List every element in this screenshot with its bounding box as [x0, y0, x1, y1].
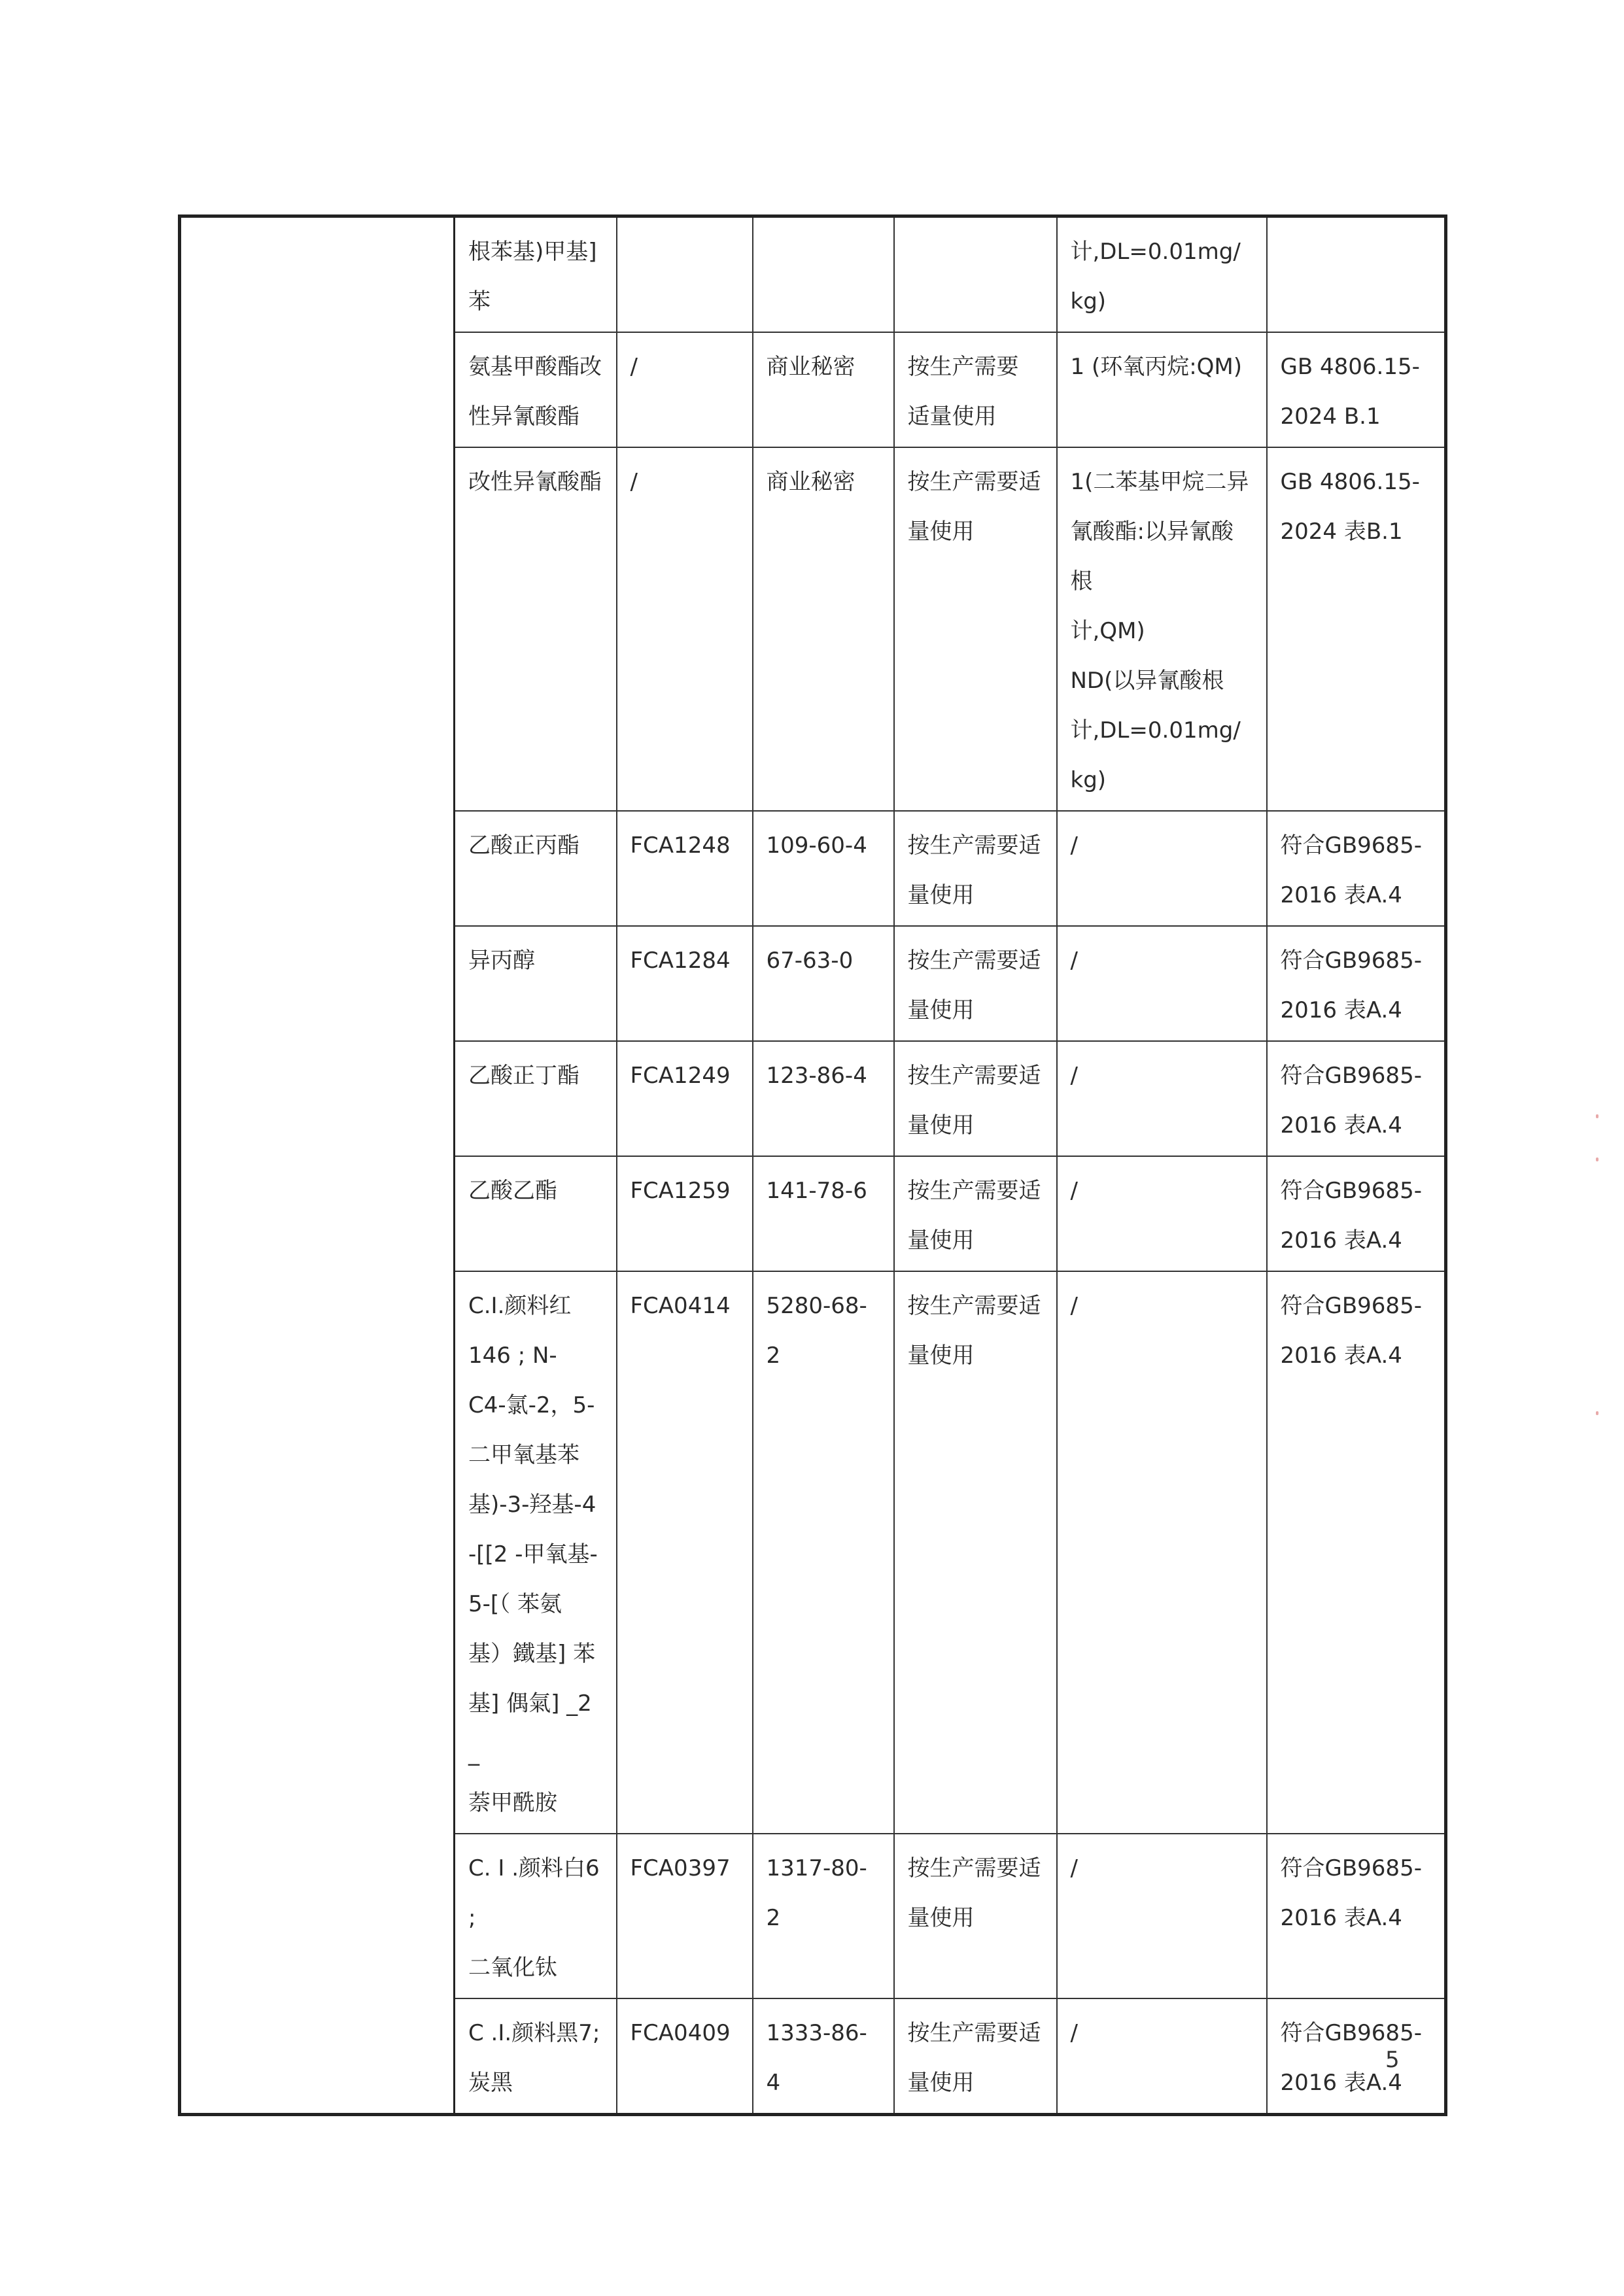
category-cell [180, 216, 455, 2115]
cell-limit: / [1057, 1834, 1267, 1998]
cell-cas: 141-78-6 [753, 1156, 894, 1271]
additive-compliance-table [178, 214, 1447, 2116]
cell-standard: GB 4806.15- 2024 表B.1 [1267, 447, 1446, 811]
cell-limit: / [1057, 811, 1267, 926]
cell-limit: 1 (环氧丙烷:QM) [1057, 332, 1267, 447]
cell-usage: 按生产需要适 量使用 [894, 1834, 1057, 1998]
page-number: 5 [1385, 2047, 1400, 2073]
cell-limit: 计,DL=0.01mg/kg) [1057, 216, 1267, 333]
cell-usage: 按生产需要适 量使用 [894, 1271, 1057, 1834]
cell-code: FCA1248 [617, 811, 753, 926]
cell-cas: 109-60-4 [753, 811, 894, 926]
cell-code: / [617, 447, 753, 811]
cell-cas [753, 216, 894, 333]
cell-limit: / [1057, 926, 1267, 1041]
scan-speck [1596, 1114, 1598, 1118]
cell-usage: 按生产需要适 量使用 [894, 926, 1057, 1041]
cell-standard: 符合GB9685- 2016 表A.4 [1267, 926, 1446, 1041]
cell-usage: 按生产需要适 量使用 [894, 1041, 1057, 1156]
cell-usage [894, 216, 1057, 333]
cell-code: FCA1284 [617, 926, 753, 1041]
cell-limit: / [1057, 1156, 1267, 1271]
cell-limit: 1(二苯基甲烷二异 氰酸酯:以异氰酸根 计,QM) ND(以异氰酸根 计,DL=0.01mg/kg) [1057, 447, 1267, 811]
cell-name: 改性异氰酸酯 [455, 447, 617, 811]
cell-code: FCA0409 [617, 1998, 753, 2115]
cell-name: C. I .颜料白6 ; 二氧化钛 [455, 1834, 617, 1998]
cell-usage: 按生产需要适 量使用 [894, 1998, 1057, 2115]
cell-name: 氨基甲酸酯改 性异氰酸酯 [455, 332, 617, 447]
cell-code [617, 216, 753, 333]
cell-standard [1267, 216, 1446, 333]
cell-name: 根苯基)甲基] 苯 [455, 216, 617, 333]
scan-speck [1596, 1411, 1598, 1415]
cell-code: FCA1259 [617, 1156, 753, 1271]
cell-standard: GB 4806.15- 2024 B.1 [1267, 332, 1446, 447]
cell-usage: 按生产需要 适量使用 [894, 332, 1057, 447]
cell-limit: / [1057, 1998, 1267, 2115]
cell-cas: 123-86-4 [753, 1041, 894, 1156]
cell-code: FCA0414 [617, 1271, 753, 1834]
cell-limit: / [1057, 1271, 1267, 1834]
scan-speck [1596, 1157, 1598, 1161]
cell-limit: / [1057, 1041, 1267, 1156]
cell-name: 乙酸乙酯 [455, 1156, 617, 1271]
cell-usage: 按生产需要适 量使用 [894, 811, 1057, 926]
cell-name: 异丙醇 [455, 926, 617, 1041]
cell-standard: 符合GB9685- 2016 表A.4 [1267, 1041, 1446, 1156]
cell-standard: 符合GB9685- 2016 表A.4 [1267, 811, 1446, 926]
cell-name: C.I.颜料红 146 ; N- C4-氯-2，5- 二甲氧基苯 基)-3-羟基-4 -[[2 -甲氧基- 5-[（ 苯氨 基）鐵基] 苯 基] 偶氣] _2_ 萘甲酰胺 [455, 1271, 617, 1834]
cell-code: FCA1249 [617, 1041, 753, 1156]
cell-usage: 按生产需要适 量使用 [894, 1156, 1057, 1271]
cell-standard: 符合GB9685- 2016 表A.4 [1267, 1834, 1446, 1998]
cell-code: FCA0397 [617, 1834, 753, 1998]
cell-standard: 符合GB9685- 2016 表A.4 [1267, 1156, 1446, 1271]
cell-cas: 67-63-0 [753, 926, 894, 1041]
cell-cas: 1333-86-4 [753, 1998, 894, 2115]
cell-name: 乙酸正丁酯 [455, 1041, 617, 1156]
cell-code: / [617, 332, 753, 447]
cell-standard: 符合GB9685- 2016 表A.4 [1267, 1271, 1446, 1834]
cell-usage: 按生产需要适 量使用 [894, 447, 1057, 811]
cell-cas: 1317-80-2 [753, 1834, 894, 1998]
cell-cas: 商业秘密 [753, 332, 894, 447]
cell-cas: 5280-68-2 [753, 1271, 894, 1834]
cell-name: C .I.颜料黑7; 炭黑 [455, 1998, 617, 2115]
cell-name: 乙酸正丙酯 [455, 811, 617, 926]
cell-cas: 商业秘密 [753, 447, 894, 811]
table-row [180, 216, 1446, 333]
cell-standard: 符合GB9685- 2016 表A.4 [1267, 1998, 1446, 2115]
